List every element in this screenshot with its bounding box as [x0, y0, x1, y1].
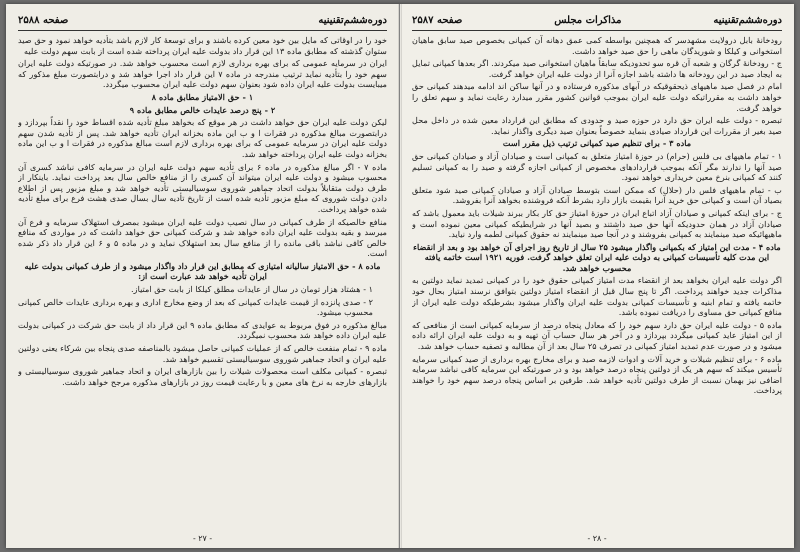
- paragraph: ج - برای اینکه کمپانی و صیادان آزاد اتباع ایران در حوزهٔ امتیاز حق کار بکار ببرند شیلات باید معمول باشد که صیادان آزاد در همان حدودیکه آنها حق صید داشتند و بصید آنها در شرایطیکه کمپانی معین نموده است و ماهیهائیکه صید مینمایند به کمپانی بفروشند و در آنجا صید مینمایند نه حقوق کمپانی لطمه وارد نیاید.: [412, 207, 782, 240]
- paragraph: لیکن دولت علیه ایران حق خواهد داشت در هر موقع که بخواهد مبلغ تأدیه شده اقساط خود را نقداً بپردازد و درابتصورت مبالغ مذکوره در فقرات ا و ب این ماده بخزانه ایران تأدیه خواهد شد. پس از تأدیه شدن سهم دولت علیه ایران در سرمایه عمومی که برای بهره برداری لازم است مبالغ مذکوره در فقرات ا و ب این ماده بخزانه دولت علیه ایران پرداخته خواهد شد.: [18, 117, 387, 159]
- book-gutter: [398, 4, 402, 548]
- paragraph: رودخانهٔ بابل درولایت مشهدسر که همچنین بواسطه کمی عمق دهانه آن کمپانی بخصوص صید سابق ماهیان استخوانی و کیلکا و شوریدگان ماهی را حق صید خواهد داشت.: [412, 35, 782, 56]
- book-spread: [6, 4, 794, 548]
- page-number-label: صفحه ۲۵۸۸: [18, 14, 69, 26]
- paragraph: ماده ۵ - دولت علیه ایران حق دارد سهم خود را که معادل پنجاه درصد از سرمایه کمپانی است از منافعی که از این امتیاز عاید کمپانی میگردد بپردازد و در آخر هر سال حساب آن تهیه و به دولت علیه ایران ارائه داده میشود و در صورت عدم تمدید امتیاز کمپانی در تصرف ۲۵ سال بعد از آن مطالبه و تصفیه حساب خواهد شد.: [412, 319, 782, 352]
- paragraph: ۱ - هشتاد هزار تومان در سال از عایدات مطلق کیلکا از بابت حق امتیاز.: [131, 284, 373, 295]
- paragraph: ماده ۷ - اگر مبالغ مذکوره در ماده ۶ برای تأدیه سهم دولت علیه ایران در سرمایه کافی نباشد کسری آن محسوب میشود و دولت علیه ایران میتواند آن کسری را از منافع خالص سال بعد پرداخت نماید. باینکار از طرف دولت متقابلاً بدولت اتحاد جماهیر شوروی سوسیالیستی تأدیه خواهد شد و مبلغ مزبور پس از اطلاع دادن دولت شوروی که مبلغ مزبور تأدیه شده است از تاریخ تأدیه سال بسال صدی هشت فرع برای مبلغ تأدیه شده خواهد پرداخت.: [18, 161, 387, 214]
- paragraph: مبالغ مذکوره در فوق مربوط به عوایدی که مطابق ماده ۹ این قرار داد از بابت حق شرکت در کمپانی بدولت علیه ایران داده خواهد شد محسوب نمیگردد.: [18, 319, 387, 341]
- paragraph: ماده ۳ - برای تنظیم صید کمپانی ترتیب ذیل مقرر است: [502, 138, 692, 149]
- paragraph: خود را در اوقاتی که مایل بین خود معین کرده باشند و برای توسعهٔ کار لازم باشد بتأدیه خواهد نمود و حق صید ستوان گذشته که مطابق ماده ۱۳ این قرار داد بدولت علیه ایران پرداخته شده است از بابت سهم دولت علیه: [18, 35, 387, 56]
- paragraph: ایران در سرمایه عمومی که برای بهره برداری لازم است محسوب خواهد شد. در صورتیکه دولت علیه ایران سهم خود را بتأدیه نماید ترتیب مندرجه در ماده ۷ این قرار داد اجرا خواهد شد و درابتصورت مبلغ مذکور که میبایست بدولت علیه ایران داده شود بعنوان سهم دولت علیه ایران محسوب میگردد.: [18, 58, 387, 90]
- paragraph: ۱ - حق الامتیاز مطابق ماده ۸: [151, 91, 254, 102]
- right-page-header: [412, 12, 782, 31]
- left-page-footer: - ۲۷ -: [192, 534, 213, 543]
- paragraph: ماده ۸ - حق الامتیاز سالیانه امتیازی که مطابق این قرار داد واگذار میشود و از طرف کمپانی بدولت علیه ایران تأدیه خواهد شد عبارت است از:: [24, 260, 381, 282]
- paragraph: تبصره - دولت علیه ایران حق دارد در حوزه صید و حدودی که مطابق این قرارداد معین شده در داخل محل صید بغیر از مقررات این قرارداد صیادی بنماید خصوصاً بعنوان صید دیگری واگذار نماید.: [412, 115, 782, 136]
- left-page-body: [18, 35, 387, 519]
- paragraph: ۲ - صدی پانزده از قیمت عایدات کمپانی که بعد از وضع مخارج اداری و بهره برداری عایدات خالص کمپانی محسوب میشود.: [18, 296, 373, 318]
- right-page-footer: - ۲۸ -: [587, 534, 607, 543]
- paragraph: ۱ - تمام ماهیهای بی فلس (حرام) در حوزهٔ امتیاز متعلق به کمپانی است و صیادان آزاد و صیادان کمپانی حق صید آنها را ندارند مگر آنکه بموجب قراردادهای مخصوص از کمپانی اجازه گرفته و صید را به کمپانی تسلیم کنند که کمپانی بنرخ معین خریداری خواهد نمود.: [412, 150, 782, 183]
- page-number-label: صفحه ۲۵۸۷: [412, 14, 463, 26]
- right-page: [400, 4, 794, 548]
- left-page-header: [18, 12, 387, 31]
- left-page: [6, 4, 400, 548]
- paragraph: اگر دولت علیه ایران بخواهد بعد از انقضاء مدت امتیاز کمپانی حقوق خود را در کمپانی تمدید نماید دولتین به مذاکرات جدید خواهند پرداخت. اگر تا پنج سال قبل از انقضاء امتیاز دولتین بتوافق نرسند امتیاز بحال خود خاتمه یافته و تمام ابنیه و تأسیسات کمپانی بدولت علیه ایران واگذار میشود بشرطیکه دولت علیه ایران از منافع کمپانی حق مساوی را دریافت نموده باشد.: [412, 275, 782, 318]
- paragraph: ۲ - پنج درصد عایدات خالص مطابق ماده ۹: [129, 104, 276, 115]
- paragraph: ماده ۴ - مدت این امتیاز که بکمپانی واگذار میشود ۲۵ سال از تاریخ روز اجرای آن خواهد بود و بعد از انقضاء این مدت کلیه تأسیسات کمپانی به دولت علیه ایران تعلق خواهد گرفت. فوریه ۱۹۲۱ است خاتمه یافته محسوب خواهد شد.: [413, 241, 781, 273]
- right-page-body: [412, 35, 782, 519]
- paragraph: ماده ۹ - تمام منفعت خالص که از عملیات کمپانی حاصل میشود بالمناصفه صدی پنجاه بین شرکاء یعنی دولتین علیه ایران و اتحاد جماهیر شوروی سوسیالیستی تقسیم خواهد شد.: [18, 343, 387, 364]
- session-title: مذاکرات مجلس: [554, 14, 622, 26]
- journal-title: دوره‌ششم‌تقنینیه: [713, 14, 782, 26]
- paragraph: امام در فصل صید ماهیهای ذیحقوقیکه در آبهای مذکوره فرستاده و در آنها ساکن اند ادامه میدهند کمپانی حق خواهد داشت به مقرراتیکه دولت علیه ایران بموجب قوانین کشور مقرر میدارد رعایت نماید و سهم تعلق را خواهد گرفت.: [412, 81, 782, 113]
- journal-title: دوره‌ششم‌تقنینیه: [318, 14, 387, 26]
- paragraph: ب - تمام ماهیهای فلس دار (حلال) که ممکن است بتوسط صیادان آزاد و صیادان کمپانی صید شود متعلق بصیاد آن است و کمپانی حق خرید آنرا بقیمت بازار دارد بشرط آنکه فروشنده بخواهد آنرا بفروشد.: [412, 184, 782, 206]
- paragraph: منافع خالصیکه از طرف کمپانی در سال نصیب دولت علیه ایران میشود بمصرف استهلاک سرمایه و فرع آن میرسد و بقیه بدولت علیه ایران داده خواهد شد و شرکت کمپانی حق خواهد داشت که در مواردی که منافع خالص کافی نباشد باقی مانده را از منافع سال بعد استهلاک نماید و در ماده ۵ و ۶ این قرار داد ذکر شده است.: [18, 216, 387, 259]
- paragraph: ماده ۶ - برای تنظیم شیلات و خرید آلات و ادوات لازمه صید و برای مخارج بهره برداری از صید کمپانی سرمایه تأسیس میکند که سهم هر یک از دولتین پنجاه درصد خواهد بود و در صورتیکه این سرمایه کافی نباشد سرمایه اضافی نیز بهمان نسبت از طرف دولتین تأدیه خواهد شد. طرفین بر اساس پنجاه درصد سهم خود را خواهند پرداخت.: [412, 353, 782, 396]
- paragraph: ج - رودخانهٔ گرگان و شعبه آن قره سو تحدودیکه سابقاً ماهیان استخوانی صید میکردند. اگر بعدها کمپانی تمایل به ایجاد صید در این رودخانه ها داشته باشد اجازه آنرا از دولت علیه ایران خواهد گرفت.: [412, 58, 782, 79]
- paragraph: تبصره - کمپانی مکلف است محصولات شیلات را بین بازارهای ایران و اتحاد جماهیر شوروی سوسیالیستی و بازارهای خارجه به نرخ های معین و با رعایت قیمت روز در بازارهای مذکوره مرجح خواهد داشت.: [18, 366, 387, 387]
